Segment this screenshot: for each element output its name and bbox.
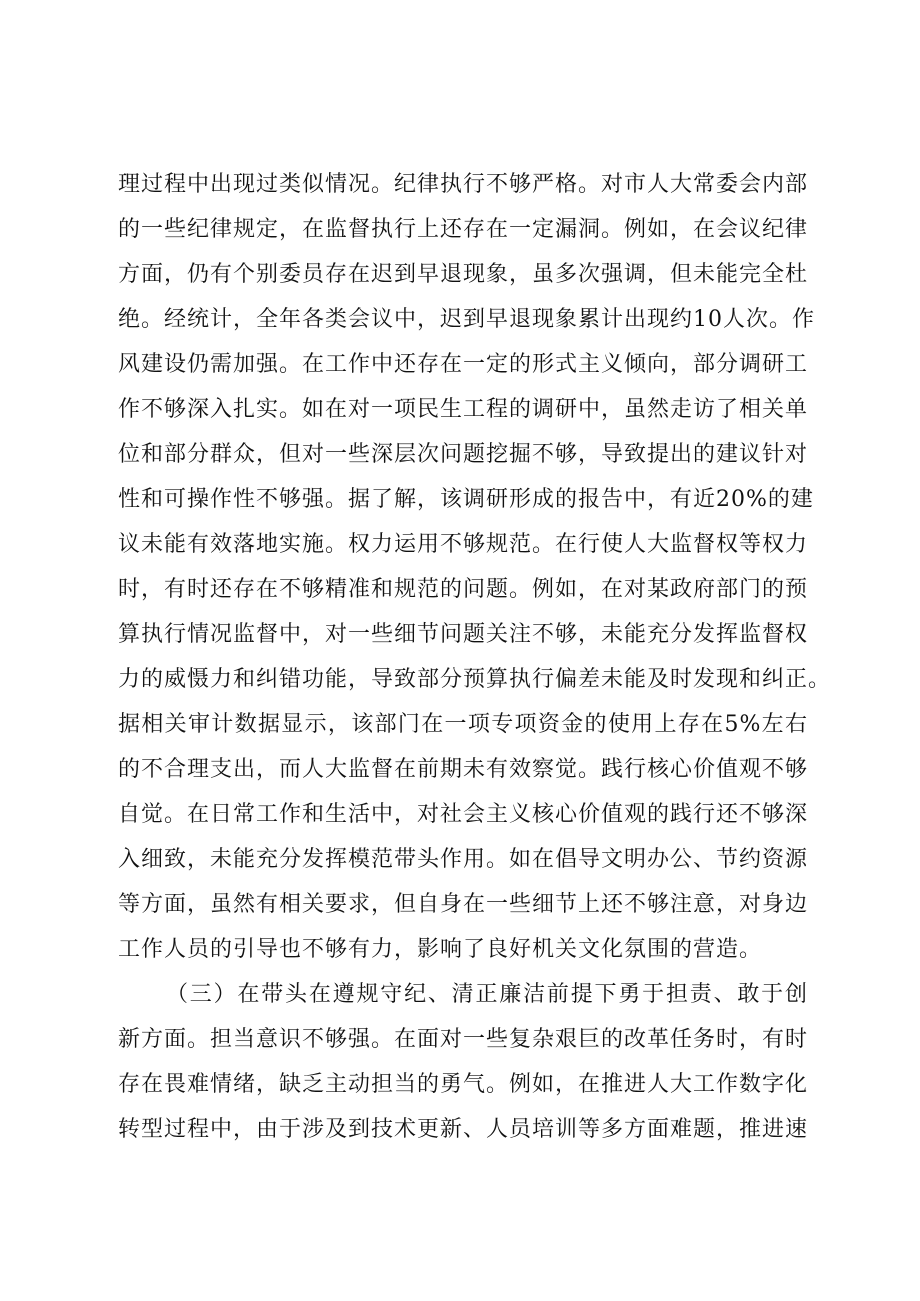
text-line: 风建设仍需加强。在工作中还存在一定的形式主义倾向，部分调研工	[118, 352, 809, 377]
text-line: 的不合理支出，而人大监督在前期未有效察觉。践行核心价值观不够	[118, 757, 809, 782]
text-line: 自觉。在日常工作和生活中，对社会主义核心价值观的践行还不够深	[118, 802, 809, 827]
text-line: 据相关审计数据显示，该部门在一项专项资金的使用上存在5%左右	[118, 712, 808, 737]
text-line: 等方面，虽然有相关要求，但自身在一些细节上还不够注意，对身边	[118, 892, 809, 917]
document-body-text	[118, 162, 832, 1152]
text-line: 存在畏难情绪，缺乏主动担当的勇气。例如，在推进人大工作数字化	[118, 1072, 809, 1097]
section-heading-line: （三）在带头在遵规守纪、清正廉洁前提下勇于担责、敢于创	[166, 982, 808, 1007]
text-line: 的一些纪律规定，在监督执行上还存在一定漏洞。例如，在会议纪律	[118, 217, 809, 242]
paragraph-end-line: 工作人员的引导也不够有力，影响了良好机关文化氛围的营造。	[118, 937, 763, 962]
text-line: 新方面。担当意识不够强。在面对一些复杂艰巨的改革任务时，有时	[118, 1027, 809, 1052]
text-line: 时，有时还存在不够精准和规范的问题。例如，在对某政府部门的预	[118, 577, 809, 602]
text-line: 方面，仍有个别委员存在迟到早退现象，虽多次强调，但未能完全杜	[118, 262, 809, 287]
text-line: 理过程中出现过类似情况。纪律执行不够严格。对市人大常委会内部	[118, 172, 809, 197]
text-line: 作不够深入扎实。如在对一项民生工程的调研中，虽然走访了相关单	[118, 397, 809, 422]
text-line: 位和部分群众，但对一些深层次问题挖掘不够，导致提出的建议针对	[118, 442, 809, 467]
text-line: 议未能有效落地实施。权力运用不够规范。在行使人大监督权等权力	[118, 532, 809, 557]
text-line: 入细致，未能充分发挥模范带头作用。如在倡导文明办公、节约资源	[118, 847, 809, 872]
text-line: 性和可操作性不够强。据了解，该调研形成的报告中，有近20%的建	[118, 487, 814, 512]
text-line: 转型过程中，由于涉及到技术更新、人员培训等多方面难题，推进速	[118, 1117, 809, 1142]
text-line: 算执行情况监督中，对一些细节问题关注不够，未能充分发挥监督权	[118, 622, 809, 647]
text-line: 力的威慑力和纠错功能，导致部分预算执行偏差未能及时发现和纠正。	[118, 667, 832, 692]
text-line: 绝。经统计，全年各类会议中，迟到早退现象累计出现约10人次。作	[118, 307, 815, 332]
